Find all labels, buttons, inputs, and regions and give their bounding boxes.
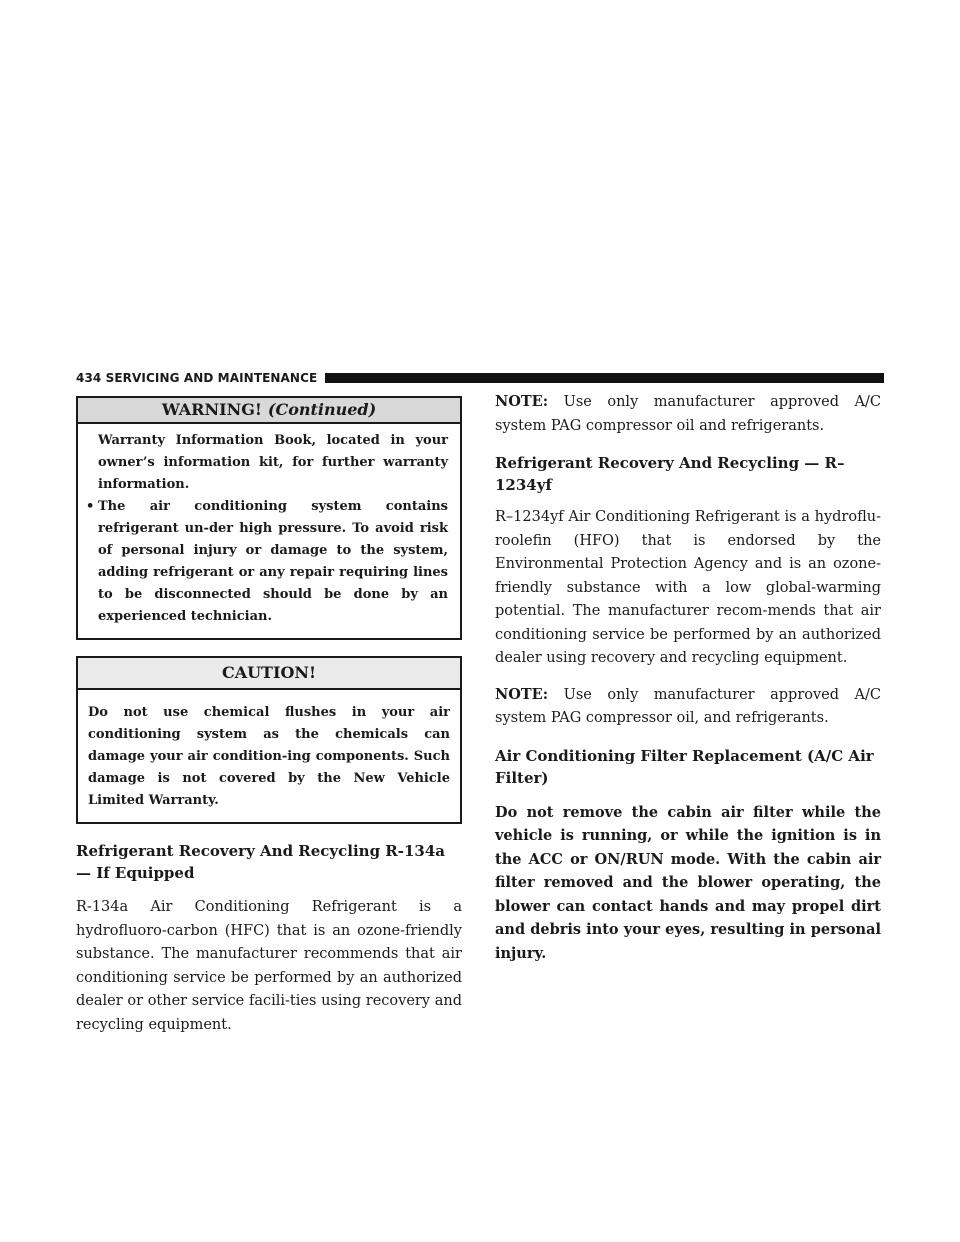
page-header-label: [76, 371, 317, 385]
left-column: [76, 396, 462, 1037]
warning-continued-text: Warranty Information Book, located in your owner’s information kit, for further warranty information.: [98, 433, 448, 492]
paragraph-air-filter: Do not remove the cabin air filter while the vehicle is running, or while the ignition is in the ACC or ON/RUN mode. With the cabin air filter removed and the blower operating, the blower can contact hands and may propel dirt and debris into your eyes, resulting in personal injury.: [495, 803, 881, 962]
note-1-label: NOTE:: [495, 393, 549, 410]
warning-box: [76, 396, 462, 640]
note-1: [495, 390, 881, 438]
paragraph-r134a: R-134a Air Conditioning Refrigerant is a hydrofluoro-carbon (HFC) that is an ozone-friendly substance. The manufacturer recommends that air conditioning service be performed by an authorized dealer or other service facili-ties using recovery and recycling equipment.: [76, 899, 462, 1033]
note-2-text: Use only manufacturer approved A/C system PAG compressor oil, and refrigerants.: [495, 686, 881, 726]
section-title: SERVICING AND MAINTENANCE: [105, 371, 318, 385]
warning-title: WARNING!: [161, 400, 262, 419]
section-heading-air-filter: Air Conditioning Filter Replacement (A/C Air Filter): [495, 746, 874, 787]
caution-title: CAUTION!: [221, 663, 317, 682]
warning-bullet: [86, 496, 448, 628]
caution-box: [76, 656, 462, 824]
page-header: [76, 370, 884, 386]
section-heading-r134a: Refrigerant Recovery And Recycling R-134a — If Equipped: [76, 842, 446, 882]
note-1-text: Use only manufacturer approved A/C system PAG compressor oil and refrigerants.: [495, 394, 881, 434]
page-number: 434: [76, 371, 102, 385]
warning-header: [78, 398, 460, 424]
caution-header: [78, 658, 460, 690]
right-column: [495, 390, 881, 965]
warning-body: [78, 424, 460, 638]
warning-bullet-text: The air conditioning system contains refrigerant un-der high pressure. To avoid risk of personal injury or damage to the system, adding refrigerant or any repair requiring lines to be disconnected should be done by an experienced technician.: [98, 499, 448, 624]
header-rule: [325, 373, 884, 383]
warning-continued: (Continued): [267, 400, 377, 419]
note-2-label: NOTE:: [495, 685, 549, 703]
paragraph-r1234yf: R–1234yf Air Conditioning Refrigerant is a hydroflu-roolefin (HFO) that is endorsed by the Environmental Protection Agency and is an ozone-friendly substance with a low global-warming potential. The manufacturer recom-mends that air conditioning service be performed by an authorized dealer using recovery and recycling equipment.: [495, 509, 881, 666]
section-heading-r1234yf: Refrigerant Recovery And Recycling — R–1234yf: [495, 454, 845, 494]
caution-body: Do not use chemical flushes in your air conditioning system as the chemicals can damage your air condition-ing components. Such damage is not covered by the New Vehicle Limited Warranty.: [88, 705, 450, 808]
bullet-icon: •: [86, 499, 95, 514]
note-2: [495, 683, 881, 731]
